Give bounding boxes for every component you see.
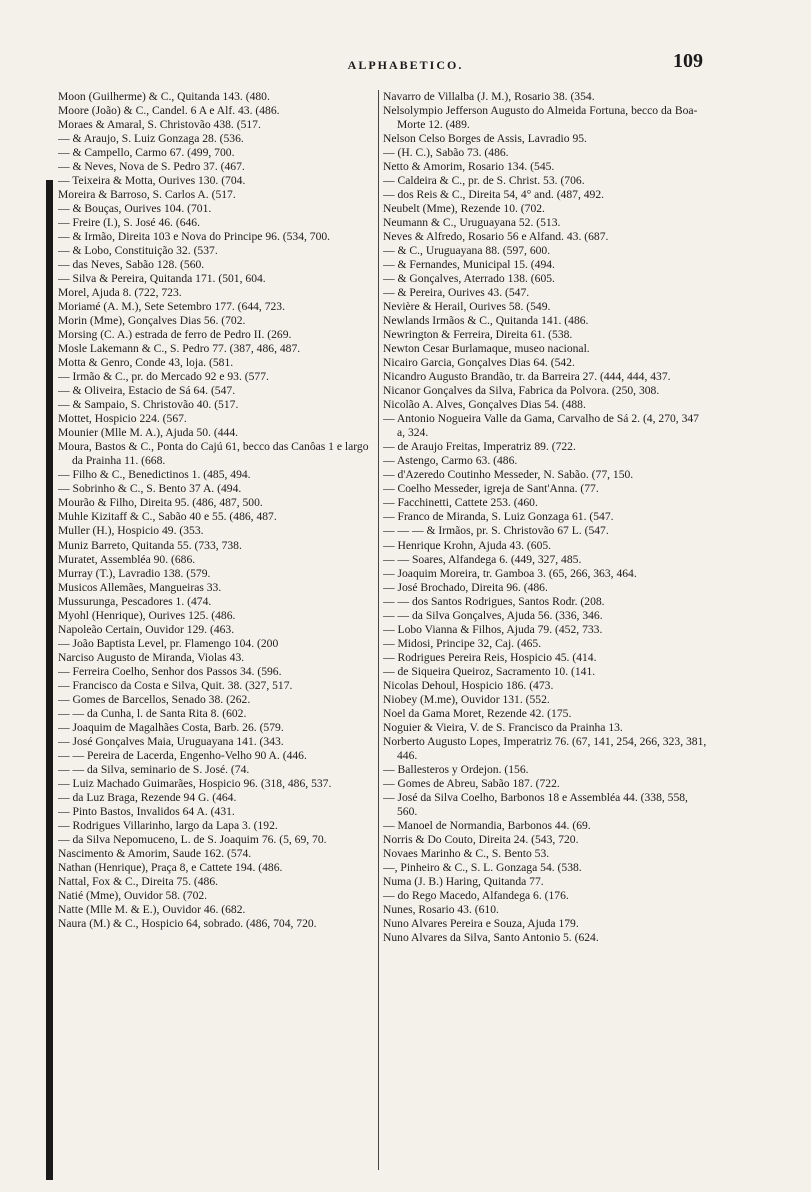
directory-entry: — & Araujo, S. Luiz Gonzaga 28. (536. <box>58 132 244 146</box>
directory-entry: — Freire (I.), S. José 46. (646. <box>58 216 201 230</box>
directory-entry: Noguier & Vieira, V. de S. Francisco da Prainha 13. <box>383 720 623 734</box>
directory-entry: — Teixeira & Motta, Ourives 130. (704. <box>58 174 246 188</box>
directory-entry: — & Sampaio, S. Christovão 40. (517. <box>58 398 239 412</box>
directory-entry: — Ferreira Coelho, Senhor dos Passos 34. (596. <box>58 664 282 678</box>
directory-entry: Nunes, Rosario 43. (610. <box>383 902 499 916</box>
directory-entry: — Ballesteros y Ordejon. (156. <box>383 762 529 776</box>
directory-entry: — de Araujo Freitas, Imperatriz 89. (722. <box>383 440 576 454</box>
directory-entry: — Astengo, Carmo 63. (486. <box>383 454 518 468</box>
directory-entry: — Antonio Nogueira Valle da Gama, Carvalho de Sá 2. (4, 270, 347 a, 324. <box>383 412 699 440</box>
directory-entry: — José Brochado, Direita 96. (486. <box>383 580 548 594</box>
directory-entry: — José Gonçalves Maia, Uruguayana 141. (343. <box>58 734 284 748</box>
directory-entry: Niobey (M.me), Ouvidor 131. (552. <box>383 692 550 706</box>
directory-entry: — da Luz Braga, Rezende 94 G. (464. <box>58 790 237 804</box>
directory-entry: Moura, Bastos & C., Ponta do Cajú 61, becco das Canôas 1 e largo da Prainha 11. (668. <box>58 440 369 468</box>
directory-entry: Naura (M.) & C., Hospicio 64, sobrado. (486, 704, 720. <box>58 916 317 930</box>
directory-entry: Neves & Alfredo, Rosario 56 e Alfand. 43. (687. <box>383 230 609 244</box>
directory-entry: — — Soares, Alfandega 6. (449, 327, 485. <box>383 552 582 566</box>
directory-entry: — Joaquim de Magalhães Costa, Barb. 26. (579. <box>58 720 284 734</box>
directory-entry: — — Pereira de Lacerda, Engenho-Velho 90 A. (446. <box>58 748 307 762</box>
directory-entry: Nicairo Garcia, Gonçalves Dias 64. (542. <box>383 356 575 370</box>
directory-entry: — (H. C.), Sabão 73. (486. <box>383 146 509 160</box>
directory-entry: Moraes & Amaral, S. Christovão 438. (517. <box>58 118 261 132</box>
directory-entry: — do Rego Macedo, Alfandega 6. (176. <box>383 888 569 902</box>
directory-entry: Mourão & Filho, Direita 95. (486, 487, 500. <box>58 496 263 510</box>
directory-entry: Muller (H.), Hospicio 49. (353. <box>58 524 204 538</box>
directory-entry: — & Oliveira, Estacio de Sá 64. (547. <box>58 384 236 398</box>
directory-entry: Murray (T.), Lavradio 138. (579. <box>58 566 211 580</box>
directory-entry: Myohl (Henrique), Ourives 125. (486. <box>58 608 236 622</box>
directory-entry: Nicolão A. Alves, Gonçalves Dias 54. (488. <box>383 398 586 412</box>
directory-entry: Mounier (Mlle M. A.), Ajuda 50. (444. <box>58 426 239 440</box>
directory-entry: — Silva & Pereira, Quitanda 171. (501, 604. <box>58 272 266 286</box>
directory-entry: — — da Cunha, l. de Santa Rita 8. (602. <box>58 706 247 720</box>
directory-entry: Nicanor Gonçalves da Silva, Fabrica da Polvora. (250, 308. <box>383 384 660 398</box>
directory-entry: Nicandro Augusto Brandão, tr. da Barreira 27. (444, 444, 437. <box>383 370 671 384</box>
directory-entry: Nevière & Herail, Ourives 58. (549. <box>383 300 551 314</box>
right-column <box>383 90 708 945</box>
directory-entry: — & Fernandes, Municipal 15. (494. <box>383 258 555 272</box>
directory-entry: Napoleão Certain, Ouvidor 129. (463. <box>58 622 235 636</box>
directory-entry: Morin (Mme), Gonçalves Dias 56. (702. <box>58 314 246 328</box>
directory-entry: Newton Cesar Burlamaque, museo nacional. <box>383 342 590 356</box>
directory-entry: — Midosi, Principe 32, Caj. (465. <box>383 636 542 650</box>
directory-entry: — Rodrigues Villarinho, largo da Lapa 3. (192. <box>58 818 278 832</box>
directory-entry: Nuno Alvares da Silva, Santo Antonio 5. (624. <box>383 930 599 944</box>
directory-entry: Moore (João) & C., Candel. 6 A e Alf. 43. (486. <box>58 104 280 118</box>
directory-entry: — & Irmão, Direita 103 e Nova do Principe 96. (534, 700. <box>58 230 331 244</box>
directory-entry: — Irmão & C., pr. do Mercado 92 e 93. (577. <box>58 370 269 384</box>
directory-entry: Netto & Amorim, Rosario 134. (545. <box>383 160 555 174</box>
directory-entry: Morsing (C. A.) estrada de ferro de Pedro II. (269. <box>58 328 292 342</box>
directory-entry: Numa (J. B.) Haring, Quitanda 77. <box>383 874 544 888</box>
directory-entry: Mottet, Hospicio 224. (567. <box>58 412 187 426</box>
binding-edge <box>46 180 53 1180</box>
directory-entry: Muratet, Assembléa 90. (686. <box>58 552 196 566</box>
directory-entry: — — da Silva, seminario de S. José. (74. <box>58 762 250 776</box>
directory-entry: Nicolas Dehoul, Hospicio 186. (473. <box>383 678 554 692</box>
directory-entry: — dos Reis & C., Direita 54, 4° and. (487, 492. <box>383 188 605 202</box>
directory-entry: — Sobrinho & C., S. Bento 37 A. (494. <box>58 482 242 496</box>
directory-entry: — & Neves, Nova de S. Pedro 37. (467. <box>58 160 245 174</box>
directory-entry: — Lobo Vianna & Filhos, Ajuda 79. (452, 733. <box>383 622 603 636</box>
directory-entry: Novaes Marinho & C., S. Bento 53. <box>383 846 550 860</box>
directory-entry: — — — & Irmãos, pr. S. Christovão 67 L. (547. <box>383 524 609 538</box>
directory-entry: — & Bouças, Ourives 104. (701. <box>58 202 212 216</box>
directory-entry: —, Pinheiro & C., S. L. Gonzaga 54. (538. <box>383 860 582 874</box>
directory-entry: Nattal, Fox & C., Direita 75. (486. <box>58 874 219 888</box>
directory-entry: — — dos Santos Rodrigues, Santos Rodr. (208. <box>383 594 605 608</box>
directory-entry: Newrington & Ferreira, Direita 61. (538. <box>383 328 573 342</box>
directory-entry: — Gomes de Barcellos, Senado 38. (262. <box>58 692 251 706</box>
directory-entry: Neubelt (Mme), Rezende 10. (702. <box>383 202 545 216</box>
directory-entry: Nuno Alvares Pereira e Souza, Ajuda 179. <box>383 916 579 930</box>
directory-entry: Muhle Kizitaff & C., Sabão 40 e 55. (486, 487. <box>58 510 277 524</box>
directory-entry: Noel da Gama Moret, Rezende 42. (175. <box>383 706 572 720</box>
directory-entry: — & Lobo, Constituição 32. (537. <box>58 244 218 258</box>
directory-entry: — d'Azeredo Coutinho Messeder, N. Sabão. (77, 150. <box>383 468 634 482</box>
running-title: ALPHABETICO. <box>347 58 464 72</box>
page-number: 109 <box>673 50 703 72</box>
directory-entry: — Franco de Miranda, S. Luiz Gonzaga 61. (547. <box>383 510 614 524</box>
column-divider <box>378 90 379 1170</box>
directory-entry: — Filho & C., Benedictinos 1. (485, 494. <box>58 468 251 482</box>
directory-entry: — & C., Uruguayana 88. (597, 600. <box>383 244 551 258</box>
page-header <box>0 50 811 84</box>
left-column <box>58 90 376 931</box>
directory-entry: Norris & Do Couto, Direita 24. (543, 720. <box>383 832 579 846</box>
directory-entry: Neumann & C., Uruguayana 52. (513. <box>383 216 561 230</box>
directory-entry: — Coelho Messeder, igreja de Sant'Anna. (77. <box>383 482 599 496</box>
directory-entry: Navarro de Villalba (J. M.), Rosario 38. (354. <box>383 90 595 103</box>
directory-entry: Moon (Guilherme) & C., Quitanda 143. (480. <box>58 90 270 103</box>
directory-entry: — & Campello, Carmo 67. (499, 700. <box>58 146 235 160</box>
directory-entry: Narciso Augusto de Miranda, Violas 43. <box>58 650 245 664</box>
directory-entry: — das Neves, Sabão 128. (560. <box>58 258 205 272</box>
directory-entry: — Facchinetti, Cattete 253. (460. <box>383 496 538 510</box>
directory-entry: — Francisco da Costa e Silva, Quit. 38. (327, 517. <box>58 678 293 692</box>
directory-entry: Motta & Genro, Conde 43, loja. (581. <box>58 356 234 370</box>
directory-entry: Moreira & Barroso, S. Carlos A. (517. <box>58 188 236 202</box>
directory-entry: — Henrique Krohn, Ajuda 43. (605. <box>383 538 552 552</box>
directory-entry: Nascimento & Amorim, Saude 162. (574. <box>58 846 252 860</box>
directory-entry: — & Gonçalves, Aterrado 138. (605. <box>383 272 555 286</box>
directory-entry: — Pinto Bastos, Invalidos 64 A. (431. <box>58 804 235 818</box>
directory-entry: Newlands Irmãos & C., Quitanda 141. (486. <box>383 314 589 328</box>
directory-entry: — de Siqueira Queiroz, Sacramento 10. (141. <box>383 664 596 678</box>
directory-entry: Mussurunga, Pescadores 1. (474. <box>58 594 212 608</box>
directory-entry: Natte (Mlle M. & E.), Ouvidor 46. (682. <box>58 902 246 916</box>
directory-entry: — Luiz Machado Guimarães, Hospicio 96. (318, 486, 537. <box>58 776 332 790</box>
directory-entry: — José da Silva Coelho, Barbonos 18 e Assembléa 44. (338, 558, 560. <box>383 790 688 818</box>
directory-entry: Muniz Barreto, Quitanda 55. (733, 738. <box>58 538 242 552</box>
directory-entry: Nelsolympio Jefferson Augusto do Almeida Fortuna, becco da Boa-Morte 12. (489. <box>383 104 698 132</box>
directory-entry: Musicos Allemães, Mangueiras 33. <box>58 580 222 594</box>
directory-entry: — Manoel de Normandia, Barbonos 44. (69. <box>383 818 591 832</box>
directory-entry: — Caldeira & C., pr. de S. Christ. 53. (706. <box>383 174 585 188</box>
directory-entry: Morel, Ajuda 8. (722, 723. <box>58 286 182 300</box>
directory-entry: Mosle Lakemann & C., S. Pedro 77. (387, 486, 487. <box>58 342 301 356</box>
directory-entry: Nelson Celso Borges de Assis, Lavradio 95. <box>383 132 587 146</box>
directory-entry: Moriamé (A. M.), Sete Setembro 177. (644, 723. <box>58 300 286 314</box>
directory-entry: — João Baptista Level, pr. Flamengo 104. (200 <box>58 636 279 650</box>
directory-entry: — & Pereira, Ourives 43. (547. <box>383 286 530 300</box>
directory-entry: Natié (Mme), Ouvidor 58. (702. <box>58 888 208 902</box>
directory-entry: — Rodrigues Pereira Reis, Hospicio 45. (414. <box>383 650 597 664</box>
directory-entry: — Joaquim Moreira, tr. Gamboa 3. (65, 266, 363, 464. <box>383 566 637 580</box>
directory-entry: — da Silva Nepomuceno, L. de S. Joaquim 76. (5, 69, 70. <box>58 832 327 846</box>
directory-entry: — — da Silva Gonçalves, Ajuda 56. (336, 346. <box>383 608 603 622</box>
directory-entry: Norberto Augusto Lopes, Imperatriz 76. (67, 141, 254, 266, 323, 381, 446. <box>383 734 707 762</box>
directory-entry: — Gomes de Abreu, Sabão 187. (722. <box>383 776 560 790</box>
directory-entry: Nathan (Henrique), Praça 8, e Cattete 194. (486. <box>58 860 283 874</box>
